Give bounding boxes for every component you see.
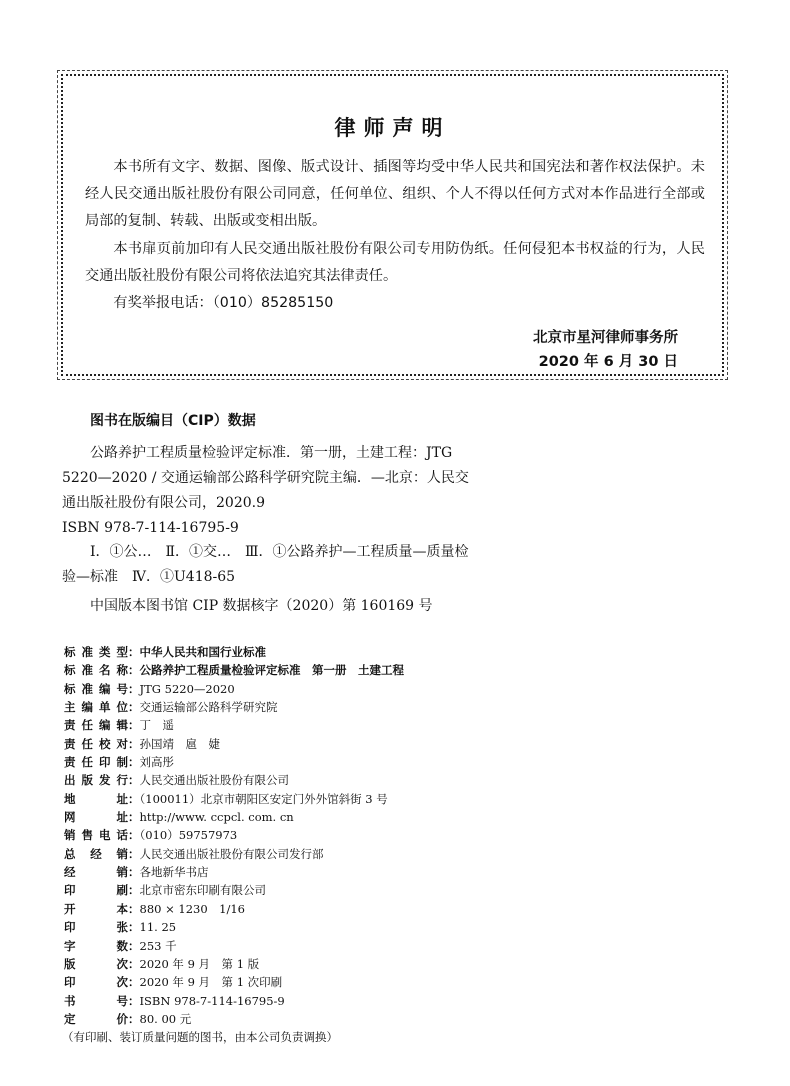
info-colon: ：: [128, 938, 140, 953]
info-colon: ：: [128, 681, 140, 696]
info-label: 标准名称: [64, 663, 128, 678]
info-value: 80. 00 元: [139, 1011, 192, 1026]
info-value: 2020 年 9 月 第 1 次印刷: [139, 975, 283, 990]
info-value: 交通运输部公路科学研究院: [139, 700, 278, 715]
cip-entry-text: 公路养护工程质量检验评定标准．第一册，土建工程：JTG 5220—2020 / 交通运输部公路科学研究院主编．—北京：人民交通出版社股份有限公司，2020.9: [62, 445, 469, 511]
info-colon: ：: [128, 700, 140, 715]
info-value: 北京市密东印刷有限公司: [139, 883, 266, 898]
info-label: 责任编辑: [64, 718, 128, 733]
cip-entry: [62, 441, 482, 541]
declaration-paragraph-hotline: 有奖举报电话：（010）85285150: [113, 295, 334, 311]
info-colon: ：: [128, 755, 140, 770]
info-value: JTG 5220—2020: [139, 681, 235, 696]
info-value: 11. 25: [139, 920, 177, 935]
publication-info-row: [64, 973, 704, 991]
info-value: （100011）北京市朝阳区安定门外外馆斜街 3 号: [139, 791, 388, 806]
info-label: 总经销: [64, 846, 128, 861]
declaration-paragraph-anti-counterfeit: 本书扉页前加印有人民交通出版社股份有限公司专用防伪纸。任何侵犯本书权益的行为，人民交通出版社股份有限公司将依法追究其法律责任。: [85, 241, 705, 284]
info-label: 书号: [64, 993, 128, 1008]
info-label: 版次: [64, 956, 128, 971]
info-value: （010）59757973: [139, 828, 238, 843]
publication-info-row: [64, 735, 704, 753]
info-value: 中华人民共和国行业标准: [139, 645, 266, 659]
publication-info-row: [64, 900, 704, 918]
publication-info-row: [64, 716, 704, 734]
publication-info-row: [64, 992, 704, 1010]
info-label: 网址: [64, 810, 128, 825]
info-colon: ：: [128, 663, 140, 678]
info-label: 出版发行: [64, 773, 128, 788]
publication-info-row: [64, 881, 704, 899]
info-colon: ：: [128, 773, 140, 788]
info-value: 刘高彤: [139, 755, 174, 770]
info-colon: ：: [128, 865, 140, 880]
info-label: 标准类型: [64, 645, 128, 659]
publication-info-row: [64, 918, 704, 936]
info-label: 地址: [64, 791, 128, 806]
info-label: 责任印制: [64, 755, 128, 770]
publication-info-row: [64, 753, 704, 771]
info-colon: ：: [128, 828, 140, 843]
publication-info-row: [64, 643, 704, 661]
info-label: 印张: [64, 920, 128, 935]
publication-info-row: [64, 698, 704, 716]
cip-library-record: 中国版本图书馆 CIP 数据核字（2020）第 160169 号: [90, 598, 433, 614]
info-label: 印次: [64, 975, 128, 990]
info-value: 2020 年 9 月 第 1 版: [139, 956, 260, 971]
info-value: 880 × 1230 1/16: [139, 901, 245, 916]
info-colon: ：: [128, 975, 140, 990]
info-label: 责任校对: [64, 736, 128, 751]
info-value: 人民交通出版社股份有限公司发行部: [139, 846, 324, 861]
info-value: 253 千: [139, 938, 177, 953]
signature-law-firm: 北京市星河律师事务所: [533, 330, 678, 346]
publication-info-row: [64, 826, 704, 844]
publication-info-row: [64, 790, 704, 808]
info-label: 印刷: [64, 883, 128, 898]
publication-info-row: [64, 680, 704, 698]
info-colon: ：: [128, 718, 140, 733]
info-colon: ：: [128, 993, 140, 1008]
info-colon: ：: [128, 901, 140, 916]
publication-info-list: [64, 643, 704, 1046]
info-label: 开本: [64, 901, 128, 916]
lawyer-declaration-box: [61, 74, 724, 376]
info-value: 各地新华书店: [139, 865, 209, 880]
cip-classification: Ⅰ．①公… Ⅱ．①交… Ⅲ．①公路养护—工程质量—质量检验—标准 Ⅳ．①U418-65: [62, 544, 469, 585]
info-label: 定价: [64, 1011, 128, 1026]
info-colon: ：: [128, 791, 140, 806]
cip-heading: 图书在版编目（CIP）数据: [90, 413, 256, 429]
info-colon: ：: [128, 920, 140, 935]
info-label: 经销: [64, 865, 128, 880]
info-value: 丁 遥: [139, 718, 174, 733]
declaration-paragraph-copyright: 本书所有文字、数据、图像、版式设计、插图等均受中华人民共和国宪法和著作权法保护。未经人民交通出版社股份有限公司同意，任何单位、组织、个人不得以任何方式对本作品进行全部或局部的复制、转载、出版或变相出版。: [85, 159, 705, 229]
info-value: 人民交通出版社股份有限公司: [139, 773, 289, 788]
signature-date: 2020 年 6 月 30 日: [538, 354, 678, 370]
quality-guarantee-note: （有印刷、装订质量问题的图书，由本公司负责调换）: [62, 1030, 338, 1045]
info-label: 主编单位: [64, 700, 128, 715]
info-label: 销售电话: [64, 828, 128, 843]
publication-info-row: [64, 661, 704, 679]
cip-isbn: ISBN 978-7-114-16795-9: [62, 520, 239, 536]
publication-info-row: [64, 955, 704, 973]
publication-info-row: [64, 863, 704, 881]
info-colon: ：: [128, 956, 140, 971]
info-label: 字数: [64, 938, 128, 953]
publication-info-row: [64, 1010, 704, 1028]
info-colon: ：: [128, 883, 140, 898]
info-value: 孙国靖 扈 婕: [139, 736, 220, 751]
publication-info-row: [64, 771, 704, 789]
info-colon: ：: [128, 1011, 140, 1026]
info-value: ISBN 978-7-114-16795-9: [139, 993, 285, 1008]
info-colon: ：: [128, 846, 140, 861]
info-colon: ：: [128, 736, 140, 751]
publication-info-row: [64, 845, 704, 863]
publication-info-row: [64, 808, 704, 826]
publication-info-row: [64, 937, 704, 955]
info-label: 标准编号: [64, 681, 128, 696]
info-value: 公路养护工程质量检验评定标准 第一册 土建工程: [139, 663, 404, 678]
declaration-title: 律师声明: [334, 116, 451, 140]
info-value: http://www. ccpcl. com. cn: [139, 810, 294, 825]
info-colon: ：: [128, 645, 140, 659]
info-colon: ：: [128, 810, 140, 825]
